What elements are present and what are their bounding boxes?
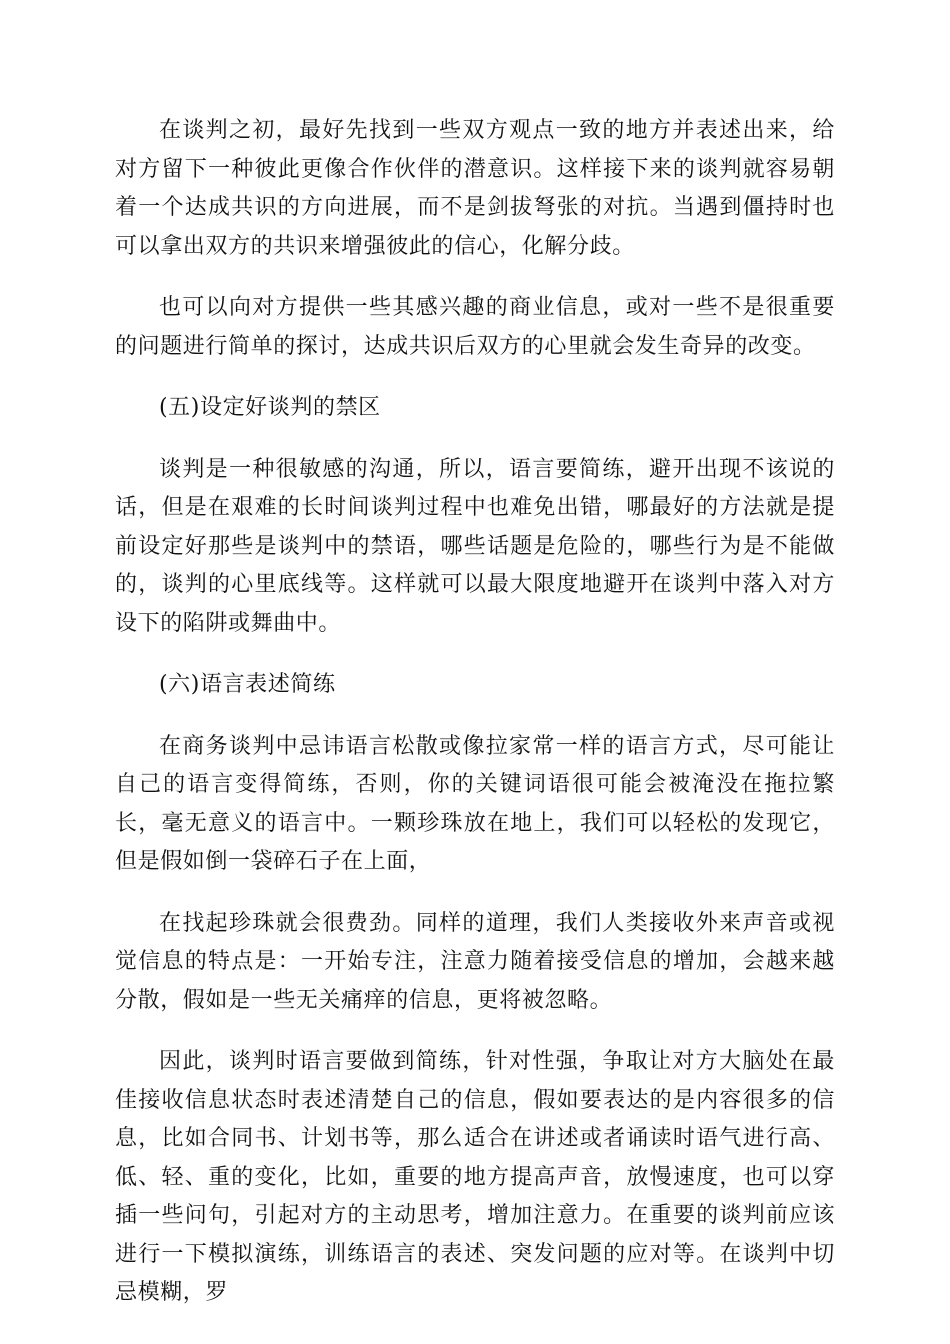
paragraph-pearl-analogy: 在找起珍珠就会很费劲。同样的道理，我们人类接收外来声音或视觉信息的特点是：一开始专注，注意力随着接受信息的增加，会越来越分散，假如是一些无关痛痒的信息，更将被忽略。 xyxy=(115,910,835,1013)
paragraph-forbidden-zones: 谈判是一种很敏感的沟通，所以，语言要简练，避开出现不该说的话，但是在艰难的长时间谈判过程中也难免出错，哪最好的方法就是提前设定好那些是谈判中的禁语，哪些话题是危险的，哪些行为是不能做的，谈判的心里底线等。这样就可以最大限度地避开在谈判中落入对方设下的陷阱或舞曲中。 xyxy=(115,456,835,636)
paragraph-concise-language: 在商务谈判中忌讳语言松散或像拉家常一样的语言方式，尽可能让自己的语言变得简练，否则，你的关键词语很可能会被淹没在拖拉繁长，毫无意义的语言中。一颗珍珠放在地上，我们可以轻松的发现它，但是假如倒一袋碎石子在上面， xyxy=(115,733,835,874)
paragraph-common-ground: 在谈判之初，最好先找到一些双方观点一致的地方并表述出来，给对方留下一种彼此更像合作伙伴的潜意识。这样接下来的谈判就容易朝着一个达成共识的方向进展，而不是剑拔弩张的对抗。当遇到僵持时也可以拿出双方的共识来增强彼此的信心，化解分歧。 xyxy=(115,118,835,259)
document-page xyxy=(115,112,835,1336)
paragraph-therefore: 因此，谈判时语言要做到简练，针对性强，争取让对方大脑处在最佳接收信息状态时表述清楚自己的信息，假如要表达的是内容很多的信息，比如合同书、计划书等，那么适合在讲述或者诵读时语气进行高、低、轻、重的变化，比如，重要的地方提高声音，放慢速度，也可以穿插一些问句，引起对方的主动思考，增加注意力。在重要的谈判前应该进行一下模拟演练，训练语言的表述、突发问题的应对等。在谈判中切忌模糊，罗 xyxy=(115,1049,835,1305)
paragraph-business-info: 也可以向对方提供一些其感兴趣的商业信息，或对一些不是很重要的问题进行简单的探讨，达成共识后双方的心里就会发生奇异的改变。 xyxy=(115,295,835,359)
section-heading-concise-language: (六)语言表述简练 xyxy=(159,672,336,697)
section-heading-forbidden-zones: (五)设定好谈判的禁区 xyxy=(159,395,381,420)
